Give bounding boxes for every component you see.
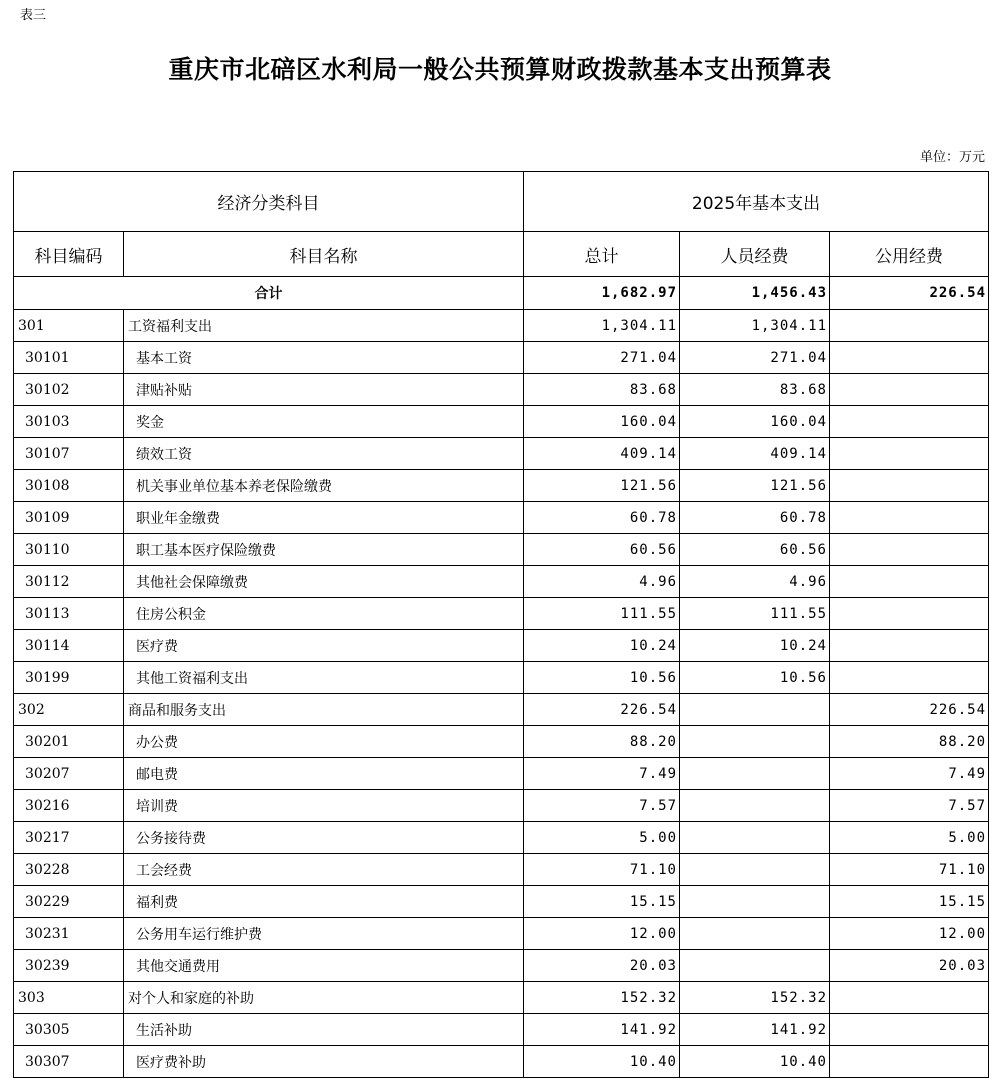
row-name: 医疗费补助 — [124, 1046, 524, 1078]
total-sum: 1,682.97 — [524, 277, 680, 310]
row-personnel — [680, 886, 830, 918]
row-public — [830, 406, 989, 438]
row-personnel: 83.68 — [680, 374, 830, 406]
table-row — [14, 758, 989, 790]
row-public: 7.49 — [830, 758, 989, 790]
row-name: 培训费 — [124, 790, 524, 822]
row-name: 福利费 — [124, 886, 524, 918]
row-personnel — [680, 854, 830, 886]
row-total: 121.56 — [524, 470, 680, 502]
row-public — [830, 662, 989, 694]
row-code: 30239 — [14, 950, 124, 982]
row-name: 公务用车运行维护费 — [124, 918, 524, 950]
row-name: 工会经费 — [124, 854, 524, 886]
row-code: 30207 — [14, 758, 124, 790]
row-personnel — [680, 918, 830, 950]
header-basic-expenditure: 2025年基本支出 — [524, 172, 989, 232]
row-personnel: 121.56 — [680, 470, 830, 502]
row-total: 5.00 — [524, 822, 680, 854]
table-row — [14, 918, 989, 950]
row-total: 10.24 — [524, 630, 680, 662]
row-personnel: 4.96 — [680, 566, 830, 598]
row-public: 71.10 — [830, 854, 989, 886]
table-row — [14, 598, 989, 630]
row-name: 其他交通费用 — [124, 950, 524, 982]
row-code: 30199 — [14, 662, 124, 694]
table-row — [14, 534, 989, 566]
row-name: 办公费 — [124, 726, 524, 758]
row-total: 71.10 — [524, 854, 680, 886]
row-total: 4.96 — [524, 566, 680, 598]
table-row — [14, 438, 989, 470]
row-name: 对个人和家庭的补助 — [124, 982, 524, 1014]
row-code: 30305 — [14, 1014, 124, 1046]
row-total: 141.92 — [524, 1014, 680, 1046]
row-public — [830, 470, 989, 502]
row-total: 226.54 — [524, 694, 680, 726]
row-name: 邮电费 — [124, 758, 524, 790]
row-personnel: 409.14 — [680, 438, 830, 470]
total-personnel: 1,456.43 — [680, 277, 830, 310]
row-total: 60.78 — [524, 502, 680, 534]
table-row — [14, 342, 989, 374]
row-personnel — [680, 790, 830, 822]
table-row — [14, 310, 989, 342]
row-name: 机关事业单位基本养老保险缴费 — [124, 470, 524, 502]
row-total: 20.03 — [524, 950, 680, 982]
table-row — [14, 726, 989, 758]
row-total: 271.04 — [524, 342, 680, 374]
row-personnel: 1,304.11 — [680, 310, 830, 342]
header-econ-class: 经济分类科目 — [14, 172, 524, 232]
row-personnel: 10.40 — [680, 1046, 830, 1078]
table-row — [14, 790, 989, 822]
row-code: 30228 — [14, 854, 124, 886]
row-code: 30101 — [14, 342, 124, 374]
row-code: 30229 — [14, 886, 124, 918]
row-personnel: 271.04 — [680, 342, 830, 374]
total-public: 226.54 — [830, 277, 989, 310]
row-name: 其他社会保障缴费 — [124, 566, 524, 598]
table-row — [14, 566, 989, 598]
row-name: 职业年金缴费 — [124, 502, 524, 534]
row-name: 奖金 — [124, 406, 524, 438]
budget-table — [13, 171, 989, 1078]
row-public: 226.54 — [830, 694, 989, 726]
table-row — [14, 662, 989, 694]
header-row-2 — [14, 232, 989, 277]
row-code: 301 — [14, 310, 124, 342]
row-public — [830, 566, 989, 598]
header-personnel: 人员经费 — [680, 232, 830, 277]
row-name: 其他工资福利支出 — [124, 662, 524, 694]
header-public: 公用经费 — [830, 232, 989, 277]
row-code: 30201 — [14, 726, 124, 758]
row-name: 商品和服务支出 — [124, 694, 524, 726]
row-code: 30216 — [14, 790, 124, 822]
row-code: 30307 — [14, 1046, 124, 1078]
row-public: 88.20 — [830, 726, 989, 758]
row-total: 10.56 — [524, 662, 680, 694]
row-name: 公务接待费 — [124, 822, 524, 854]
row-public — [830, 310, 989, 342]
row-name: 绩效工资 — [124, 438, 524, 470]
row-name: 职工基本医疗保险缴费 — [124, 534, 524, 566]
row-personnel: 60.78 — [680, 502, 830, 534]
row-public — [830, 598, 989, 630]
row-public — [830, 534, 989, 566]
row-code: 30231 — [14, 918, 124, 950]
row-personnel — [680, 758, 830, 790]
row-personnel: 60.56 — [680, 534, 830, 566]
row-public — [830, 1046, 989, 1078]
header-code: 科目编码 — [14, 232, 124, 277]
row-code: 30107 — [14, 438, 124, 470]
table-row — [14, 854, 989, 886]
page-title: 重庆市北碚区水利局一般公共预算财政拨款基本支出预算表 — [168, 55, 832, 84]
row-name: 工资福利支出 — [124, 310, 524, 342]
row-code: 30113 — [14, 598, 124, 630]
row-public — [830, 438, 989, 470]
row-code: 30103 — [14, 406, 124, 438]
row-code: 303 — [14, 982, 124, 1014]
row-public — [830, 982, 989, 1014]
row-personnel — [680, 950, 830, 982]
row-code: 30109 — [14, 502, 124, 534]
table-number-label: 表三 — [20, 8, 47, 23]
table-row — [14, 374, 989, 406]
table-body — [14, 277, 989, 1078]
row-total: 1,304.11 — [524, 310, 680, 342]
table-row — [14, 694, 989, 726]
row-name: 基本工资 — [124, 342, 524, 374]
row-name: 医疗费 — [124, 630, 524, 662]
row-public — [830, 374, 989, 406]
row-public: 15.15 — [830, 886, 989, 918]
row-personnel: 10.56 — [680, 662, 830, 694]
row-personnel: 111.55 — [680, 598, 830, 630]
row-total: 160.04 — [524, 406, 680, 438]
row-personnel: 10.24 — [680, 630, 830, 662]
row-name: 住房公积金 — [124, 598, 524, 630]
row-total: 83.68 — [524, 374, 680, 406]
row-total: 7.57 — [524, 790, 680, 822]
row-personnel: 141.92 — [680, 1014, 830, 1046]
row-total: 88.20 — [524, 726, 680, 758]
table-row — [14, 1046, 989, 1078]
row-public — [830, 630, 989, 662]
row-code: 30114 — [14, 630, 124, 662]
row-public — [830, 1014, 989, 1046]
row-name: 生活补助 — [124, 1014, 524, 1046]
row-total: 12.00 — [524, 918, 680, 950]
row-code: 302 — [14, 694, 124, 726]
row-code: 30108 — [14, 470, 124, 502]
row-code: 30110 — [14, 534, 124, 566]
header-total: 总计 — [524, 232, 680, 277]
total-row — [14, 277, 989, 310]
row-total: 152.32 — [524, 982, 680, 1014]
table-row — [14, 470, 989, 502]
row-total: 60.56 — [524, 534, 680, 566]
row-total: 10.40 — [524, 1046, 680, 1078]
row-total: 409.14 — [524, 438, 680, 470]
header-name: 科目名称 — [124, 232, 524, 277]
row-code: 30102 — [14, 374, 124, 406]
total-label: 合计 — [14, 277, 524, 310]
row-public: 5.00 — [830, 822, 989, 854]
row-total: 7.49 — [524, 758, 680, 790]
unit-label: 单位：万元 — [919, 150, 985, 165]
header-row-1 — [14, 172, 989, 232]
row-code: 30112 — [14, 566, 124, 598]
table-row — [14, 822, 989, 854]
row-public: 20.03 — [830, 950, 989, 982]
table-row — [14, 886, 989, 918]
table-row — [14, 982, 989, 1014]
row-code: 30217 — [14, 822, 124, 854]
row-personnel: 152.32 — [680, 982, 830, 1014]
row-total: 111.55 — [524, 598, 680, 630]
table-row — [14, 502, 989, 534]
table-row — [14, 630, 989, 662]
row-personnel — [680, 822, 830, 854]
table-row — [14, 1014, 989, 1046]
row-total: 15.15 — [524, 886, 680, 918]
row-public — [830, 502, 989, 534]
row-public: 12.00 — [830, 918, 989, 950]
table-row — [14, 406, 989, 438]
row-public — [830, 342, 989, 374]
table-row — [14, 950, 989, 982]
row-personnel — [680, 694, 830, 726]
row-name: 津贴补贴 — [124, 374, 524, 406]
row-personnel — [680, 726, 830, 758]
row-public: 7.57 — [830, 790, 989, 822]
row-personnel: 160.04 — [680, 406, 830, 438]
